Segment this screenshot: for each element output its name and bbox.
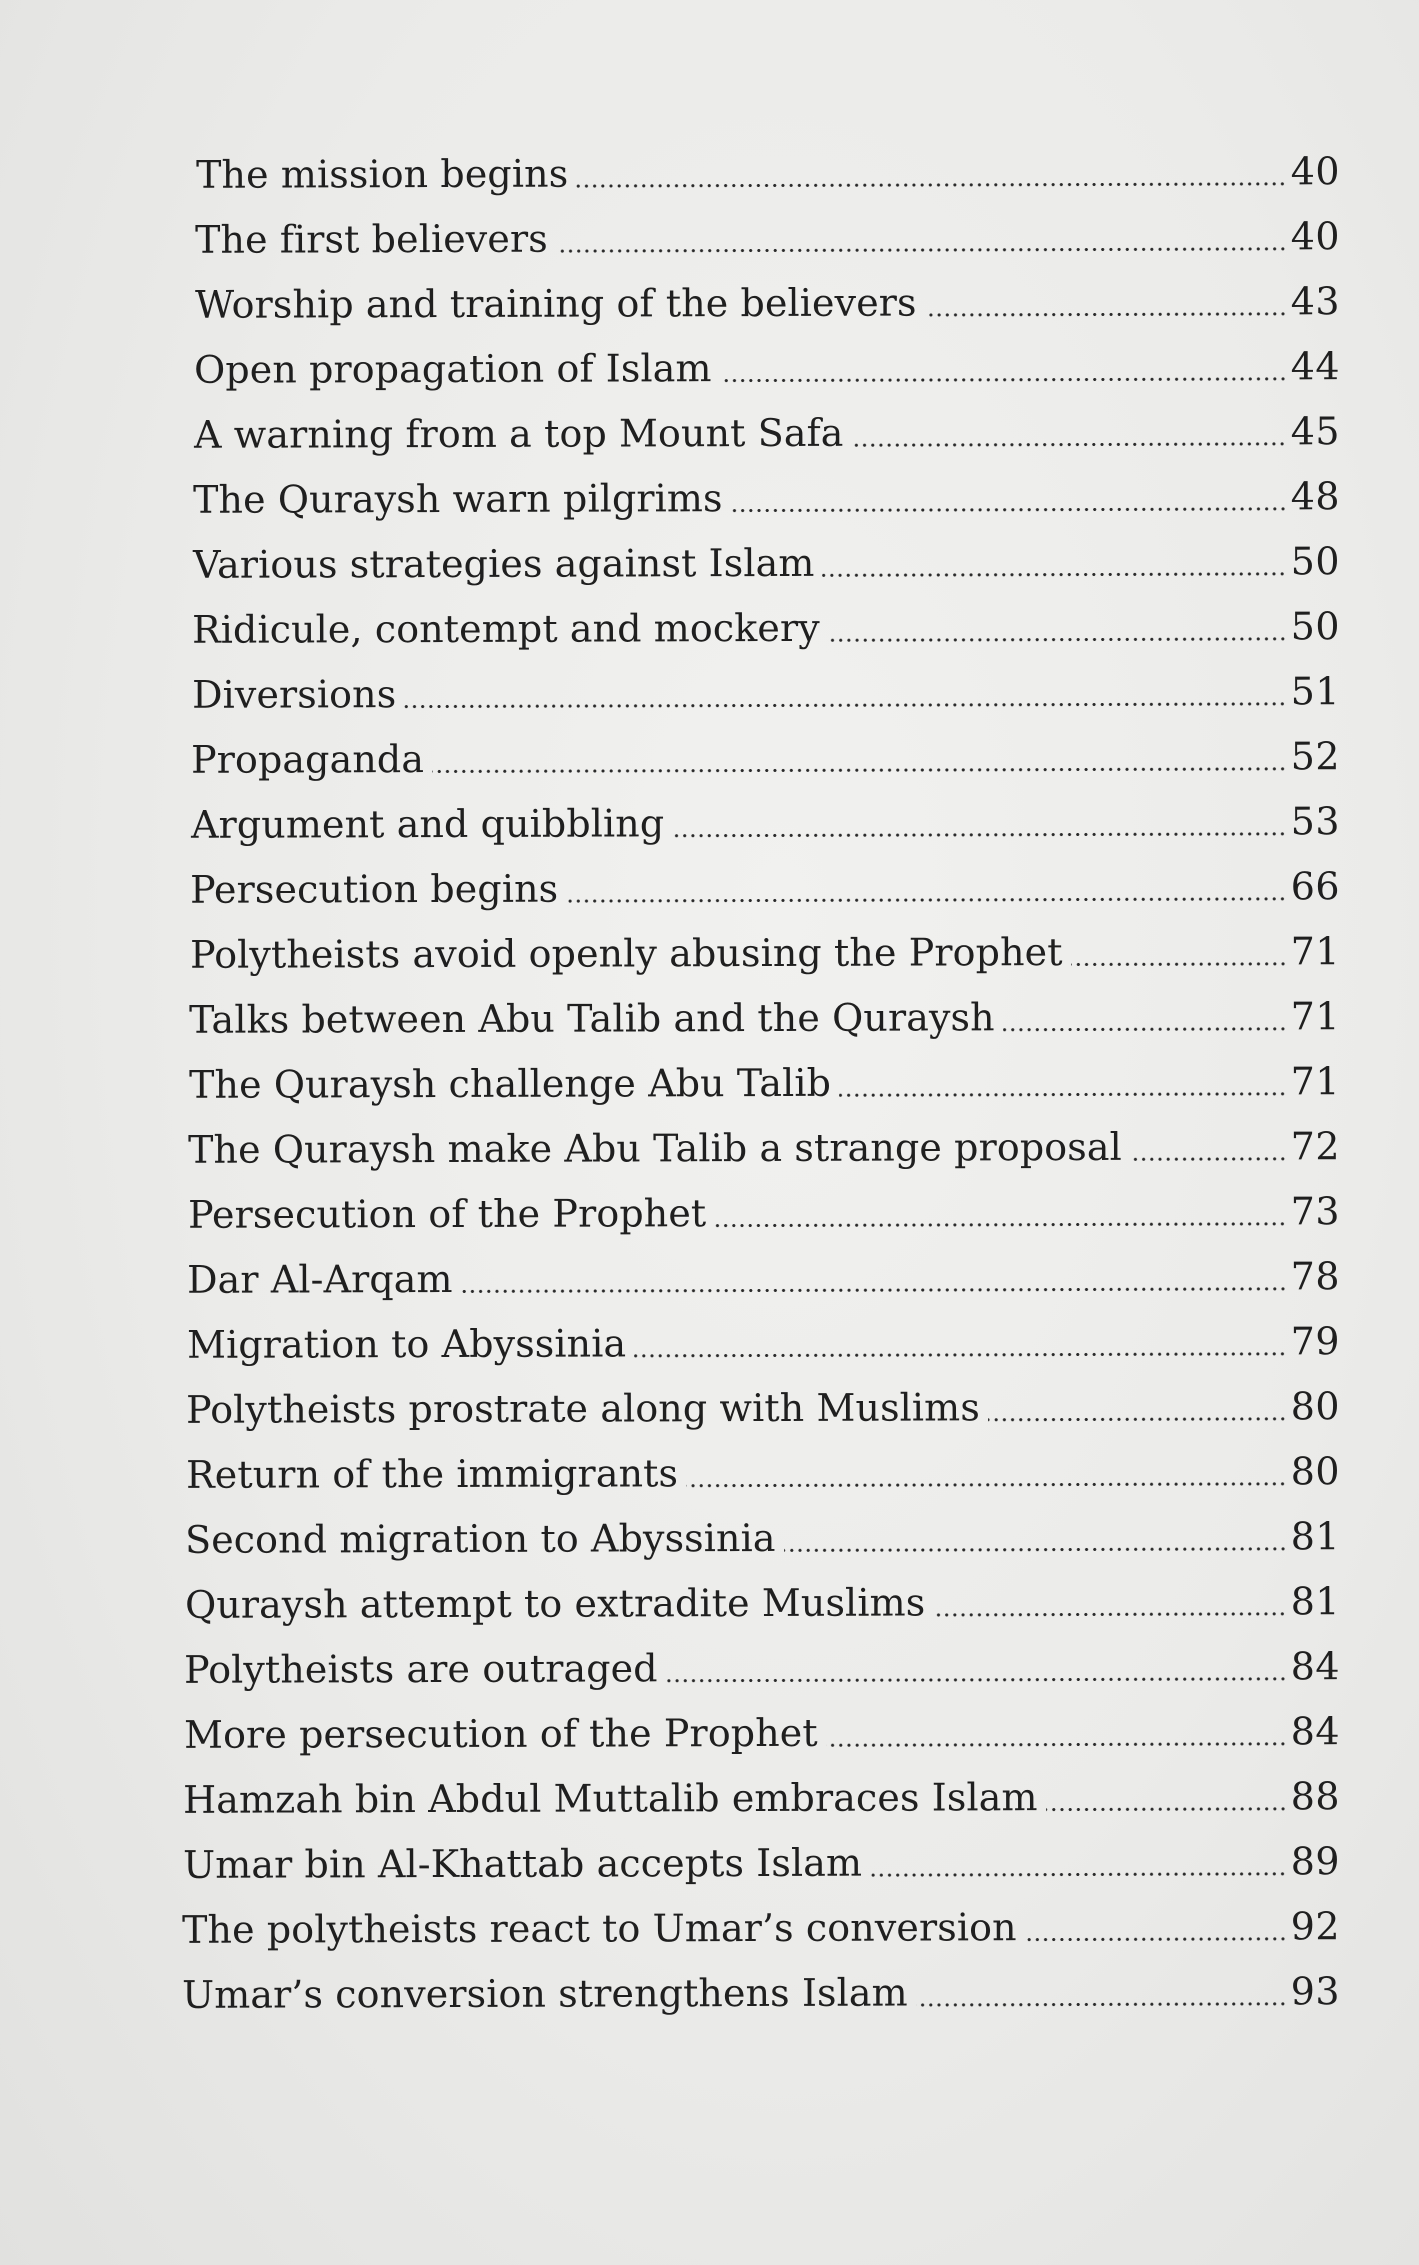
toc-entry-title: Quraysh attempt to extradite Muslims: [184, 1580, 926, 1627]
toc-entry-title: Polytheists prostrate along with Muslims: [185, 1385, 980, 1432]
toc-entry: [186, 1434, 1340, 1498]
toc-entry-page: 72: [1290, 1124, 1341, 1169]
dot-leader: [826, 1742, 1287, 1746]
dot-leader: [714, 1222, 1286, 1227]
toc-entry-page: 51: [1290, 669, 1341, 714]
toc-entry-title: More persecution of the Prophet: [183, 1710, 818, 1757]
toc-entry-page: 84: [1290, 1644, 1341, 1689]
toc-entry: [193, 524, 1340, 588]
toc-entry: [187, 1304, 1340, 1368]
toc-entry: [190, 849, 1340, 913]
toc-entry: [184, 1694, 1340, 1758]
dot-leader: [432, 767, 1287, 773]
toc-entry-title: Umar bin Al-Khattab accepts Islam: [182, 1840, 863, 1887]
dot-leader: [784, 1547, 1287, 1552]
toc-entry-page: 40: [1290, 149, 1341, 194]
toc-entry-page: 81: [1290, 1514, 1341, 1559]
dot-leader: [828, 637, 1287, 641]
toc-entry: [183, 1759, 1340, 1823]
toc-entry: [196, 134, 1340, 198]
dot-leader: [933, 1612, 1286, 1616]
dot-leader: [822, 572, 1286, 576]
toc-entry: [191, 719, 1340, 783]
toc-entry-title: Propaganda: [190, 737, 425, 782]
toc-entry-page: 53: [1290, 799, 1341, 844]
toc-entry-title: Open propagation of Islam: [193, 346, 712, 392]
dot-leader: [1025, 1937, 1287, 1941]
toc-entry-title: Hamzah bin Abdul Muttalib embraces Islam: [182, 1775, 1038, 1822]
toc-entry: [188, 1109, 1340, 1173]
toc-entry: [192, 589, 1340, 653]
toc-entry-page: 81: [1290, 1579, 1341, 1624]
dot-leader: [852, 442, 1287, 446]
toc-entry: [192, 654, 1340, 718]
dot-leader: [731, 507, 1287, 512]
toc-entry-title: Talks between Abu Talib and the Quraysh: [188, 995, 995, 1042]
dot-leader: [1130, 1157, 1287, 1160]
toc-entry-page: 92: [1290, 1904, 1341, 1949]
toc-entry-page: 50: [1290, 539, 1341, 584]
toc-entry-title: Migration to Abyssinia: [186, 1321, 627, 1367]
dot-leader: [566, 897, 1286, 902]
toc-entry: [185, 1564, 1340, 1628]
dot-leader: [839, 1092, 1287, 1096]
toc-entry-page: 52: [1290, 734, 1341, 779]
toc-entry-page: 71: [1290, 1059, 1341, 1104]
toc-entry-title: A warning from a top Mount Safa: [193, 410, 844, 457]
toc-entry-title: Persecution of the Prophet: [187, 1191, 707, 1237]
toc-entry-title: Polytheists avoid openly abusing the Prophet: [189, 930, 1063, 977]
toc-entry-page: 71: [1290, 929, 1341, 974]
toc-entry-title: The Quraysh challenge Abu Talib: [188, 1060, 832, 1107]
toc-entry-title: Argument and quibbling: [190, 801, 665, 847]
toc-entry-title: Worship and training of the believers: [194, 280, 917, 327]
dot-leader: [461, 1287, 1287, 1293]
toc-entry-page: 80: [1290, 1449, 1341, 1494]
dot-leader: [720, 377, 1287, 382]
toc-entry: [194, 329, 1340, 393]
toc-entry-page: 44: [1290, 344, 1341, 389]
toc-entry-title: Various strategies against Islam: [192, 540, 815, 587]
toc-entry-title: Second migration to Abyssinia: [184, 1515, 776, 1562]
toc-entry-page: 84: [1290, 1709, 1341, 1754]
toc-entry-page: 43: [1290, 279, 1341, 324]
toc-entry: [189, 979, 1340, 1043]
toc-entry: [182, 1954, 1340, 2018]
toc-entry: [189, 1044, 1340, 1108]
toc-entry: [188, 1174, 1340, 1238]
toc-entry-page: 80: [1290, 1384, 1341, 1429]
toc-entry-title: The first believers: [194, 216, 548, 262]
dot-leader: [1003, 1027, 1287, 1031]
toc-entry: [193, 459, 1340, 523]
dot-leader: [576, 182, 1286, 187]
toc-entry-page: 78: [1290, 1254, 1341, 1299]
toc-entry-title: Ridicule, contempt and mockery: [191, 605, 820, 652]
toc-entry: [182, 1889, 1340, 1953]
toc-entry: [194, 394, 1340, 458]
toc-entry: [183, 1824, 1340, 1888]
toc-entry-title: The Quraysh warn pilgrims: [192, 476, 723, 522]
toc-entry-title: Diversions: [191, 672, 397, 717]
toc-entry-title: Persecution begins: [189, 866, 559, 912]
dot-leader: [916, 2002, 1287, 2006]
toc-entry: [195, 264, 1340, 328]
toc-entry: [191, 784, 1340, 848]
toc-entry-page: 66: [1290, 864, 1341, 909]
toc-entry-page: 79: [1290, 1319, 1341, 1364]
toc-entry-title: The polytheists react to Umar’s conversion: [181, 1905, 1017, 1952]
toc-entry-page: 73: [1290, 1189, 1341, 1234]
toc-entry: [185, 1499, 1340, 1563]
dot-leader: [666, 1677, 1287, 1682]
toc-entry-title: Umar’s conversion strengthens Islam: [181, 1970, 908, 2017]
dot-leader: [672, 832, 1286, 837]
dot-leader: [988, 1417, 1287, 1421]
toc-entry: [195, 199, 1340, 263]
toc-entry-page: 48: [1290, 474, 1341, 519]
toc-entry-page: 50: [1290, 604, 1341, 649]
toc-entry-page: 89: [1290, 1839, 1341, 1884]
toc-entry-page: 93: [1290, 1969, 1341, 2014]
toc-entry-page: 40: [1290, 214, 1341, 259]
dot-leader: [1046, 1807, 1287, 1811]
toc-entry-page: 71: [1290, 994, 1341, 1039]
dot-leader: [925, 312, 1287, 316]
toc-entry: [184, 1629, 1340, 1693]
toc-entry-title: The mission begins: [195, 151, 569, 197]
toc-entry-page: 88: [1290, 1774, 1341, 1819]
dot-leader: [404, 702, 1286, 708]
dot-leader: [634, 1352, 1286, 1357]
dot-leader: [556, 247, 1287, 252]
toc-entry-title: Polytheists are outraged: [183, 1646, 658, 1692]
toc-entry-title: Dar Al-Arqam: [186, 1256, 453, 1302]
toc-entry-title: The Quraysh make Abu Talib a strange proposal: [187, 1124, 1122, 1172]
dot-leader: [870, 1872, 1287, 1876]
toc-entry: [186, 1369, 1340, 1433]
dot-leader: [686, 1482, 1287, 1487]
toc-entry-page: 45: [1290, 409, 1341, 454]
toc-entry: [187, 1239, 1340, 1303]
toc-entry: [190, 914, 1340, 978]
toc-entry-title: Return of the immigrants: [185, 1451, 679, 1497]
dot-leader: [1071, 962, 1287, 966]
